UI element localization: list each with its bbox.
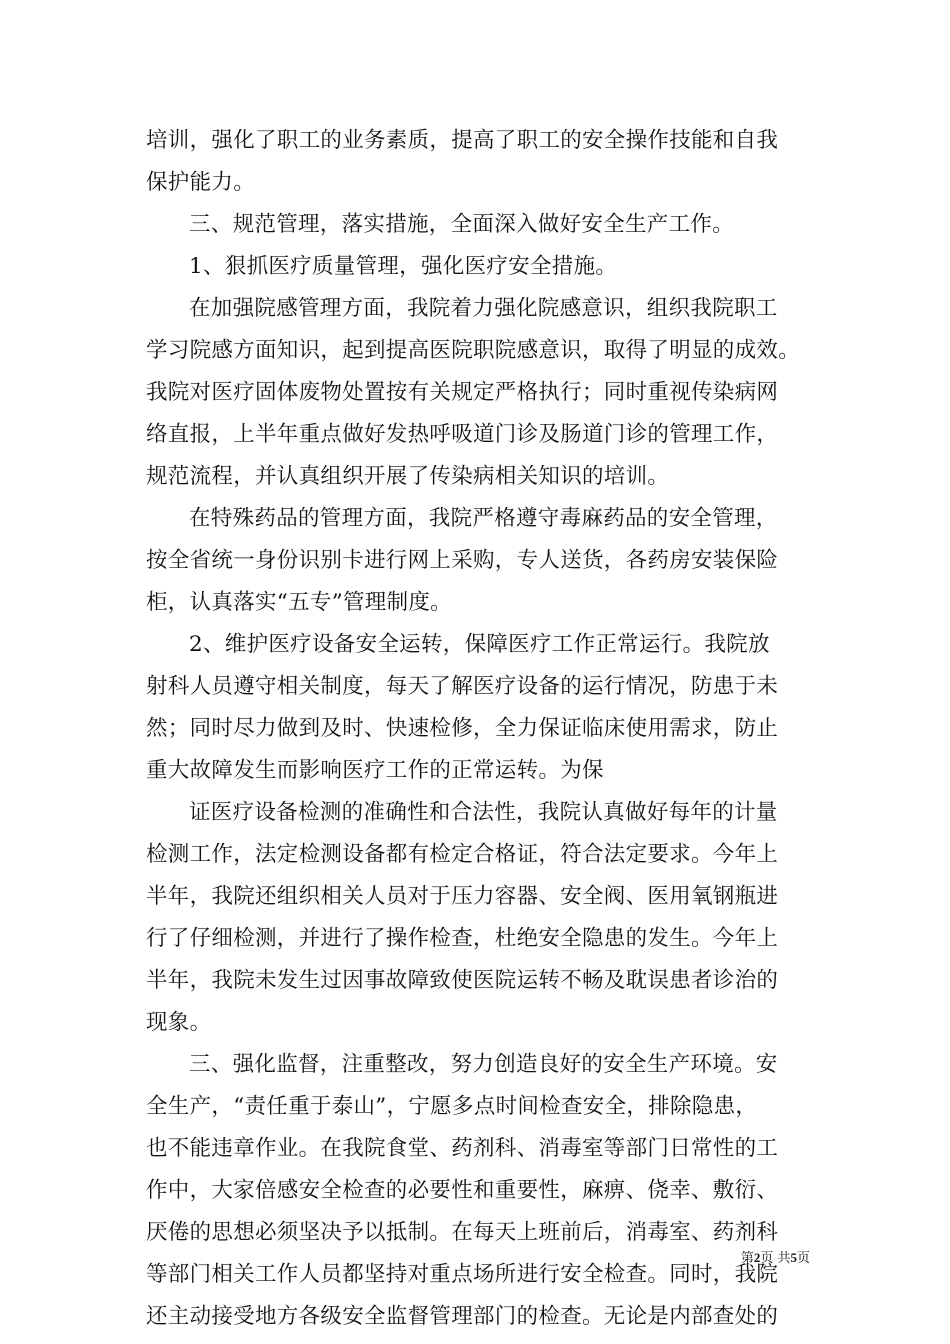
text-line: 然；同时尽力做到及时、快速检修，全力保证临床使用需求，防止 — [146, 716, 779, 741]
footer-total-pages: 5 — [790, 1250, 797, 1265]
footer-prefix: 第 — [740, 1251, 754, 1266]
text-line: 等部门相关工作人员都坚持对重点场所进行安全检查。同时，我院 — [146, 1262, 779, 1287]
text-line: 也不能违章作业。在我院食堂、药剂科、消毒室等部门日常性的工 — [146, 1136, 779, 1161]
text-line: 作中，大家倍感安全检查的必要性和重要性，麻痹、侥幸、敷衍、 — [146, 1178, 779, 1203]
section-heading: 三、规范管理，落实措施，全面深入做好安全生产工作。 — [189, 212, 735, 237]
text-line: 行了仔细检测，并进行了操作检查，杜绝安全隐患的发生。今年上 — [146, 926, 779, 951]
text-line: 规范流程，并认真组织开展了传染病相关知识的培训。 — [146, 464, 670, 489]
section-heading: 三、强化监督，注重整改，努力创造良好的安全生产环境。安 — [189, 1052, 778, 1077]
text-line: 络直报，上半年重点做好发热呼吸道门诊及肠道门诊的管理工作， — [146, 422, 779, 447]
text-line: 重大故障发生而影响医疗工作的正常运转。为保 — [146, 758, 604, 783]
text-line: 培训，强化了职工的业务素质，提高了职工的安全操作技能和自我 — [146, 128, 779, 153]
text-line: 全生产，“责任重于泰山”，宁愿多点时间检查安全，排除隐患， — [146, 1094, 758, 1119]
text-line: 现象。 — [146, 1010, 212, 1035]
text-line: 还主动接受地方各级安全监督管理部门的检查。无论是内部查处的 — [146, 1304, 779, 1329]
text-line: 厌倦的思想必须坚决予以抵制。在每天上班前后，消毒室、药剂科 — [146, 1220, 779, 1245]
footer-page-number: 2 — [753, 1250, 761, 1265]
text-line: 射科人员遵守相关制度，每天了解医疗设备的运行情况，防患于未 — [146, 674, 779, 699]
footer-suffix: 页 — [796, 1251, 810, 1266]
page-footer — [700, 1250, 810, 1267]
document-body — [146, 120, 811, 1338]
text-line: 在加强院感管理方面，我院着力强化院感意识，组织我院职工 — [189, 296, 778, 321]
text-line: 柜，认真落实“五专”管理制度。 — [146, 590, 452, 615]
text-line: 按全省统一身份识别卡进行网上采购，专人送货，各药房安装保险 — [146, 548, 779, 573]
text-line: 半年，我院未发生过因事故障致使医院运转不畅及耽误患者诊治的 — [146, 968, 779, 993]
text-line: 学习院感方面知识，起到提高医院职院感意识，取得了明显的成效。 — [146, 338, 801, 363]
subsection-heading: 2、维护医疗设备安全运转，保障医疗工作正常运行。我院放 — [189, 632, 770, 657]
text-line: 我院对医疗固体废物处置按有关规定严格执行；同时重视传染病网 — [146, 380, 779, 405]
text-line: 检测工作，法定检测设备都有检定合格证，符合法定要求。今年上 — [146, 842, 779, 867]
text-line: 半年，我院还组织相关人员对于压力容器、安全阀、医用氧钢瓶进 — [146, 884, 779, 909]
text-line: 保护能力。 — [146, 170, 256, 195]
text-line: 证医疗设备检测的准确性和合法性，我院认真做好每年的计量 — [189, 800, 778, 825]
subsection-heading: 1、狠抓医疗质量管理，强化医疗安全措施。 — [189, 254, 618, 279]
text-line: 在特殊药品的管理方面，我院严格遵守毒麻药品的安全管理， — [189, 506, 778, 531]
footer-middle: 页 共 — [760, 1251, 791, 1266]
